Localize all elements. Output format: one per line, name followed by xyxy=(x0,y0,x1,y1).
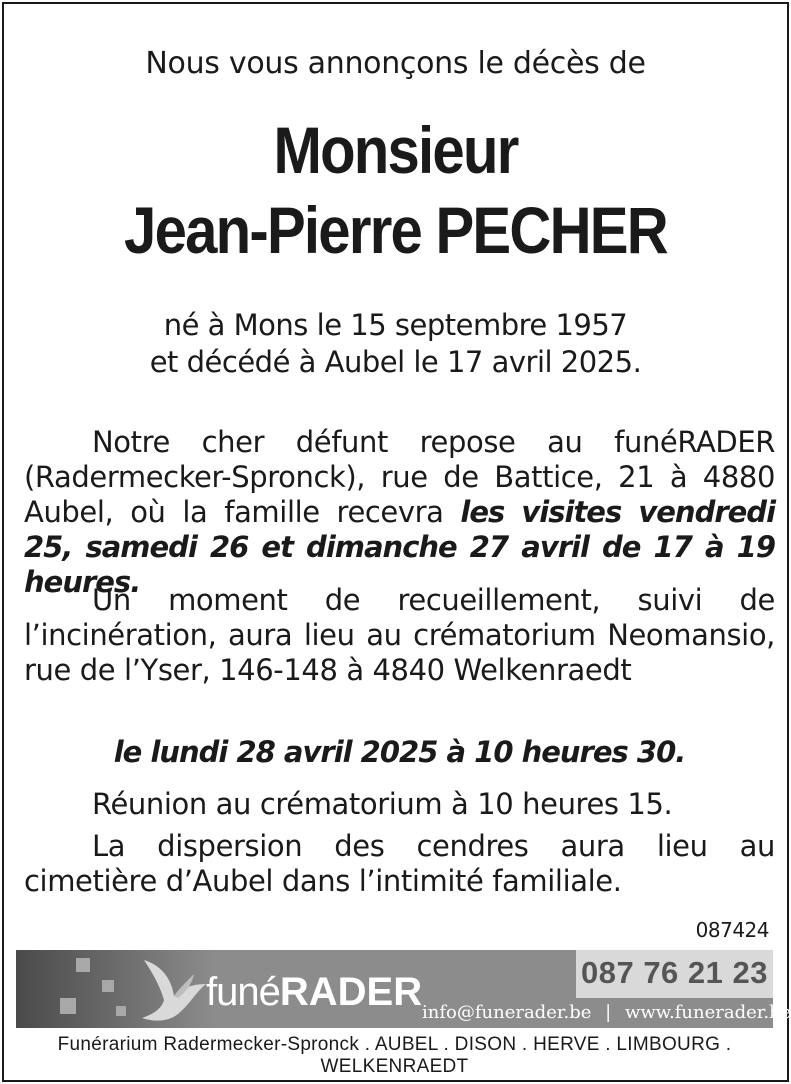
funeral-home-banner xyxy=(16,950,791,1028)
ceremony-date-text: le lundi 28 avril 2025 à 10 heures 30. xyxy=(113,735,686,769)
paragraph-meeting xyxy=(24,787,775,822)
paragraph-viewing xyxy=(24,425,775,600)
phone-box xyxy=(576,950,773,998)
ceremony-date xyxy=(24,735,775,770)
viewing-text: Notre cher défunt repose au funéRADER (Radermecker-Spronck), rue de Battice, 21 à 4880 Aubel, où la famille recevra xyxy=(24,425,775,529)
deceased-title: Monsieur xyxy=(273,113,518,187)
phone-number: 087 76 21 23 xyxy=(580,955,768,990)
website-address: www.funerader.be xyxy=(624,1002,791,1023)
footer-locations: Funérarium Radermecker-Spronck . AUBEL . DISON . HERVE . LIMBOURG . WELKENRAEDT xyxy=(57,1034,732,1077)
contact-separator: | xyxy=(605,1002,612,1023)
brand-name xyxy=(206,970,422,1015)
obituary-notice xyxy=(2,2,789,1082)
deceased-name: Jean-Pierre PECHER xyxy=(124,193,667,267)
paragraph-dispersion xyxy=(24,829,775,899)
viewing-hours: les visites vendredi 25, samedi 26 et dimanche 27 avril de 17 à 19 heures. xyxy=(24,495,776,599)
dispersion-text: La dispersion des cendres aura lieu au cimetière d’Aubel dans l’intimité familiale. xyxy=(24,829,775,898)
reference-number: 087424 xyxy=(695,918,769,942)
dove-logo-icon xyxy=(134,952,210,1026)
death-line: et décédé à Aubel le 17 avril 2025. xyxy=(149,345,642,379)
email-address: info@funerader.be xyxy=(422,1002,592,1023)
brand-suffix: RADER xyxy=(279,970,423,1014)
contact-line xyxy=(422,1002,791,1023)
announcement-line: Nous vous annonçons le décès de xyxy=(145,46,646,81)
ceremony-text: Un moment de recueillement, suivi de l’incinération, aura lieu au crématorium Neomansio, rue de l’Yser, 146-148 à 4840 Welkenraedt xyxy=(24,583,775,687)
paragraph-ceremony xyxy=(24,583,775,688)
meeting-text: Réunion au crématorium à 10 heures 15. xyxy=(92,787,673,821)
brand-prefix: funé xyxy=(206,970,280,1014)
birth-line: né à Mons le 15 septembre 1957 xyxy=(163,308,628,342)
